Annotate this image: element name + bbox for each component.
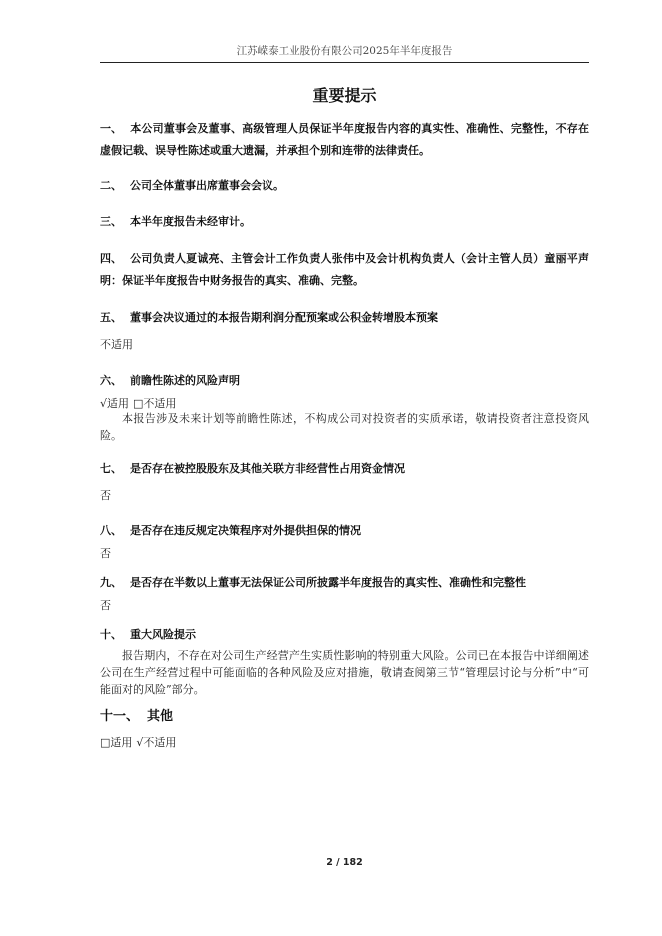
section-9-body: 否 bbox=[100, 599, 111, 612]
section-text: 是否存在违反规定决策程序对外提供担保的情况 bbox=[130, 524, 361, 537]
section-4-heading bbox=[100, 248, 589, 292]
section-text: 前瞻性陈述的风险声明 bbox=[130, 374, 240, 387]
section-8-body: 否 bbox=[100, 547, 111, 560]
section-number: 五、 bbox=[100, 311, 122, 324]
section-1-heading bbox=[100, 118, 589, 162]
section-5-body: 不适用 bbox=[100, 338, 133, 351]
section-9-heading bbox=[100, 572, 589, 594]
page-header: 江苏嵘泰工业股份有限公司2025年半年度报告 bbox=[100, 44, 589, 63]
not-applicable-checkbox: √不适用 bbox=[136, 736, 177, 749]
page-number: 2 / 182 bbox=[326, 857, 363, 868]
section-7-heading bbox=[100, 458, 589, 480]
section-number: 六、 bbox=[100, 374, 122, 387]
section-text: 重大风险提示 bbox=[130, 628, 196, 641]
section-text: 本半年度报告未经审计。 bbox=[130, 215, 251, 228]
section-10-body: 报告期内，不存在对公司生产经营产生实质性影响的特别重大风险。公司已在本报告中详细阐述公司在生产经营过程中可能面临的各种风险及应对措施，敬请查阅第三节“管理层讨论与分析”中“可能面对的风险”部分。 bbox=[100, 649, 589, 696]
section-text: 本公司董事会及董事、高级管理人员保证半年度报告内容的真实性、准确性、完整性，不存在虚假记载、误导性陈述或重大遗漏，并承担个别和连带的法律责任。 bbox=[100, 122, 589, 157]
section-text: 是否存在被控股股东及其他关联方非经营性占用资金情况 bbox=[130, 462, 405, 475]
section-number: 二、 bbox=[100, 179, 122, 192]
section-6-heading bbox=[100, 370, 589, 392]
section-2-heading bbox=[100, 175, 589, 197]
section-11-checkboxes bbox=[100, 734, 589, 751]
section-number: 一、 bbox=[100, 122, 122, 135]
section-number: 十一、 bbox=[100, 709, 140, 724]
section-number: 八、 bbox=[100, 524, 122, 537]
section-5-heading bbox=[100, 307, 589, 329]
section-number: 三、 bbox=[100, 215, 122, 228]
section-number: 七、 bbox=[100, 462, 122, 475]
section-6-body: 本报告涉及未来计划等前瞻性陈述，不构成公司对投资者的实质承诺，敬请投资者注意投资风险。 bbox=[100, 412, 589, 442]
section-text: 是否存在半数以上董事无法保证公司所披露半年度报告的真实性、准确性和完整性 bbox=[130, 576, 526, 589]
section-number: 九、 bbox=[100, 576, 122, 589]
applicable-checkbox: □适用 bbox=[100, 736, 133, 749]
section-text: 公司全体董事出席董事会会议。 bbox=[130, 179, 284, 192]
section-10-heading bbox=[100, 624, 589, 646]
not-applicable-checkbox: □不适用 bbox=[133, 397, 177, 410]
section-number: 四、 bbox=[100, 252, 122, 265]
section-8-heading bbox=[100, 520, 589, 542]
section-text: 公司负责人夏诚亮、主管会计工作负责人张伟中及会计机构负责人（会计主管人员）童丽平声明：保证半年度报告中财务报告的真实、准确、完整。 bbox=[100, 252, 589, 287]
section-text: 其他 bbox=[147, 709, 174, 724]
page-title: 重要提示 bbox=[312, 86, 377, 105]
section-7-body: 否 bbox=[100, 489, 111, 502]
section-text: 董事会决议通过的本报告期利润分配预案或公积金转增股本预案 bbox=[130, 311, 438, 324]
applicable-checkbox: √适用 bbox=[100, 397, 130, 410]
section-number: 十、 bbox=[100, 628, 122, 641]
section-11-heading bbox=[100, 706, 589, 728]
section-3-heading bbox=[100, 211, 589, 233]
